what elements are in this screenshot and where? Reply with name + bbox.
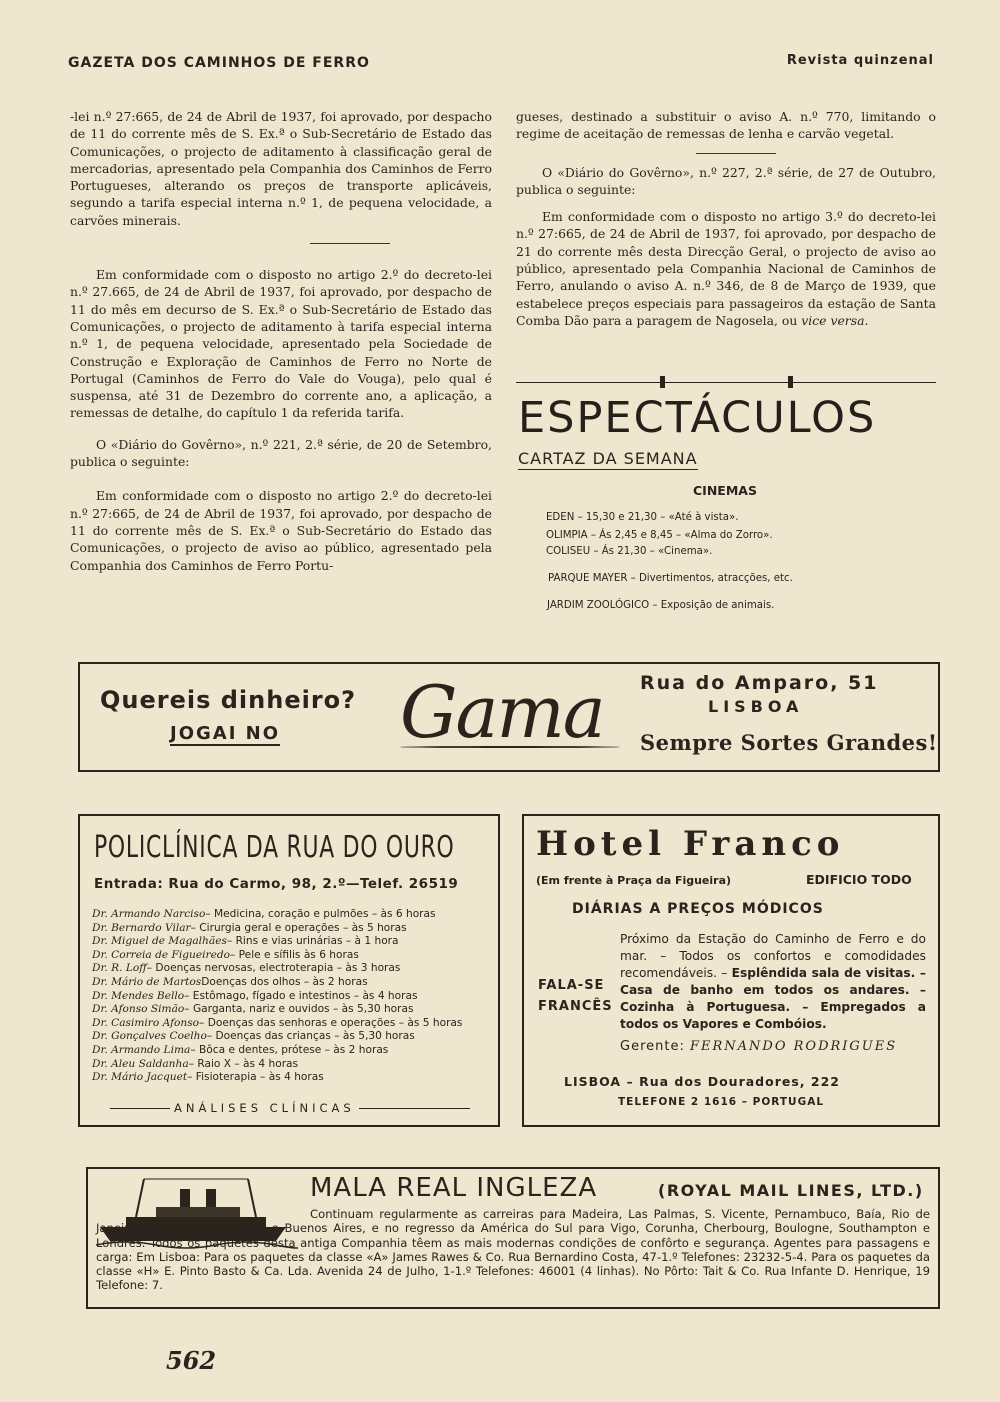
gama-slogan: Sempre Sortes Grandes! xyxy=(640,730,938,755)
doctor-name: Dr. Gonçalves Coelho xyxy=(92,1030,207,1043)
doctor-row xyxy=(92,990,492,1004)
gama-address: Rua do Amparo, 51 xyxy=(640,672,879,694)
doctor-specialty: – Doenças das senhoras e operações – às 5 horas xyxy=(199,1016,463,1029)
hotel-frances: FRANCÊS xyxy=(538,999,613,1014)
doctor-name: Dr. Bernardo Vilar xyxy=(92,921,191,934)
hotel-phone: TELEFONE 2 1616 – PORTUGAL xyxy=(618,1096,825,1108)
hotel-rates: DIÁRIAS A PREÇOS MÓDICOS xyxy=(572,901,824,917)
venue-listing: JARDIM ZOOLÓGICO – Exposição de animais. xyxy=(547,600,775,611)
doctor-row xyxy=(92,976,492,990)
doctor-row xyxy=(92,1044,492,1058)
doctor-row xyxy=(92,1058,492,1072)
hotel-fala: FALA-SE xyxy=(538,978,605,993)
ornament-rule xyxy=(516,382,936,383)
doctor-row xyxy=(92,1030,492,1044)
mala-real-advertisement xyxy=(86,1167,940,1309)
article-paragraph: gueses, destinado a substituir o aviso A. n.º 770, limitando o regime de aceitação de remessas de lenha e carvão vegetal. xyxy=(516,109,936,142)
cinemas-heading: CINEMAS xyxy=(693,483,757,498)
doctor-specialty: – Medicina, coração e pulmões – às 6 horas xyxy=(205,908,436,920)
article-paragraph: Em conformidade com o disposto no artigo 2.º do decreto-lei n.º 27.665, de 24 de Abril de 1937, foi aprovado, por despacho de 11 do mês em decurso de S. Ex.ª o Sub-Secretário de Estado das Comunicações, o projecto de aditamento à tarifa especial interna n.º 1, de pequena velocidade, apresentado pela Sociedade de Construção e Exploração de Caminhos de Ferro no Norte de Portugal (Caminhos de Ferro do Vale do Vouga), pelo qual é suspensa, até 31 de Dezembro do corrente ano, a aplicação, a remessas de detalhe, do capítulo 1 da referida tarifa. xyxy=(70,267,492,421)
doctor-name: Dr. Afonso Simão xyxy=(92,1003,185,1016)
hotel-location: (Em frente à Praça da Figueira) xyxy=(536,874,732,887)
espectaculos-subtitle: CARTAZ DA SEMANA xyxy=(518,449,698,468)
cinema-listing: OLIMPIA – Ás 2,45 e 8,45 – «Alma do Zorro». xyxy=(546,530,773,541)
article-paragraph: O «Diário do Govêrno», n.º 227, 2.ª série, de 27 de Outubro, publica o seguinte: xyxy=(516,164,936,197)
doctor-specialty: – Garganta, nariz e ouvidos – às 5,30 horas xyxy=(184,1003,414,1016)
doctor-list xyxy=(92,908,492,1085)
doctor-specialty: – Cirurgia geral e operações – às 5 horas xyxy=(190,921,407,934)
article-paragraph: Em conformidade com o disposto no artigo 3.º do decreto-lei n.º 27:665, de 24 de Abril de 1937, foi aprovado, por despacho de 21 do corrente mês desta Direcção Geral, o projecto de aviso ao público, apresentado pela Companhia Nacional de Caminhos de Ferro, anulando o aviso A. n.º 346, de 8 de Março de 1939, que estabelece preços especiais para passageiros da estação de Santa Comba Dão para a paragem de Nagosela, ou vice versa. xyxy=(516,209,936,328)
venue-listing: PARQUE MAYER – Divertimentos, atracções, etc. xyxy=(548,573,793,584)
article-paragraph: O «Diário do Govêrno», n.º 221, 2.ª série, de 20 de Setembro, publica o seguinte: xyxy=(70,436,492,470)
doctor-specialty: – Pele e sífilis às 6 horas xyxy=(230,948,359,961)
ornament-mark xyxy=(788,376,793,388)
doctor-specialty: – Rins e vias urinárias – à 1 hora xyxy=(226,935,399,948)
doctor-name: Dr. Correia de Figueiredo xyxy=(92,948,230,961)
journal-title: GAZETA DOS CAMINHOS DE FERRO xyxy=(68,55,370,71)
italic-phrase: vice versa. xyxy=(801,312,869,328)
policlinica-entrance: Entrada: Rua do Carmo, 98, 2.º—Telef. 26519 xyxy=(94,876,459,892)
policlinica-title: POLICLÍNICA DA RUA DO OURO xyxy=(94,830,455,865)
gama-logo: Gama xyxy=(400,670,604,754)
doctor-specialty: – Fisioterapia – às 4 horas xyxy=(187,1071,324,1084)
doctor-row xyxy=(92,1071,492,1085)
doctor-row xyxy=(92,908,492,922)
hotel-title: Hotel Franco xyxy=(536,824,845,864)
doctor-row xyxy=(92,949,492,963)
divider xyxy=(310,243,390,244)
espectaculos-title: ESPECTÁCULOS xyxy=(518,393,877,443)
doctor-name: Dr. Miguel de Magalhães xyxy=(92,935,227,948)
hotel-manager: Gerente: FERNANDO RODRIGUES xyxy=(620,1039,898,1054)
article-paragraph: -lei n.º 27:665, de 24 de Abril de 1937, foi aprovado, por despacho de 11 do corrente mês de S. Ex.ª o Sub-Secretário de Estado das Comunicações, o projecto de aditamento à classificação geral de mercadorias, apresentado pela Companhia dos Caminhos de Ferro Portugueses, alterando os preços de transporte aplicáveis, segundo a tarifa especial interna n.º 1, de pequena velocidade, a carvões minerais. xyxy=(70,109,492,228)
doctor-row xyxy=(92,1003,492,1017)
right-column xyxy=(516,108,936,329)
ornament-mark xyxy=(660,376,665,388)
doctor-specialty: – Doenças nervosas, electroterapia – às 3 horas xyxy=(146,962,401,975)
mala-body: Continuam regularmente as carreiras para Madeira, Las Palmas, S. Vicente, Pernambuco, Baía, Rio de Janeiro, Santos, Montevideo, e Buenos Aires, e no regresso da América do Sul para Vigo, Corunha, Cherbourg, Boulogne, Southampton e Londres. Todos os paquetes desta antiga Companhia têem as mais modernas condições de confôrto e segurança. Agentes para passagens e carga: Em Lisboa: Para os paquetes da classe «A» James Rawes & Co. Rua Bernardino Costa, 47-1.º Telefones: 23232-5-4. Para os paquetes da classe «H» E. Pinto Basto & Ca. Lda. Avenida 24 de Julho, 1-1.º Telefones: 46001 (4 linhas). No Pôrto: Tait & Co. Rua Infante D. Henrique, 19 Telefone: 7. xyxy=(96,1207,930,1293)
doctor-name: Dr. Mário Jacquet xyxy=(92,1071,188,1084)
gama-question: Quereis dinheiro? xyxy=(100,686,357,714)
doctor-name: Dr. Armando Narciso xyxy=(92,908,206,920)
doctor-name: Dr. Casimiro Afonso xyxy=(92,1016,200,1029)
doctor-name: Dr. Mário de Martos xyxy=(92,975,202,988)
mala-subtitle: (ROYAL MAIL LINES, LTD.) xyxy=(658,1181,924,1200)
doctor-row xyxy=(92,935,492,949)
hotel-amenities: Esplêndida sala de visitas. – Casa de banho em todos os andares. – Cozinha à Portuguesa. – Empregados a todos os Vapores e Combóios. xyxy=(620,966,926,1031)
mala-title: MALA REAL INGLEZA xyxy=(310,1173,598,1203)
doctor-specialty: Doenças dos olhos – às 2 horas xyxy=(201,975,368,988)
doctor-specialty: – Raio X – às 4 horas xyxy=(188,1057,299,1070)
divider xyxy=(696,153,776,154)
gama-advertisement xyxy=(78,662,940,772)
page-number: 562 xyxy=(166,1346,217,1375)
gama-logo-swash xyxy=(400,746,620,748)
doctor-name: Dr. Aleu Saldanha xyxy=(92,1057,189,1070)
doctor-name: Dr. Mendes Bello xyxy=(92,989,185,1002)
policlinica-advertisement xyxy=(78,814,500,1127)
doctor-name: Dr. Armando Lima xyxy=(92,1043,191,1056)
hotel-address: LISBOA – Rua dos Douradores, 222 xyxy=(564,1074,840,1089)
hotel-franco-advertisement xyxy=(522,814,940,1127)
gama-jogai: JOGAI NO xyxy=(170,723,281,744)
hotel-description: Próximo da Estação do Caminho de Ferro e do mar. – Todos os confortos e comodidades recomendáveis. – Esplêndida sala de visitas. – Casa de banho em todos os andares. – Cozinha à Portuguesa. – Empregados a todos os Vapores e Combóios. xyxy=(620,932,926,1031)
journal-subtitle: Revista quinzenal xyxy=(786,53,934,68)
doctor-row xyxy=(92,962,492,976)
cinema-listing: EDEN – 15,30 e 21,30 – «Até à vista». xyxy=(546,512,739,523)
article-paragraph: Em conformidade com o disposto no artigo 2.º do decreto-lei n.º 27:665, de 24 de Abril de 1937, foi aprovado, por despacho de 11 do corrente mês de S. Ex.ª o Sub-Secretário do Estado das Comunicações, o projecto de aviso ao público, agresentado pela Companhia dos Caminhos de Ferro Portu- xyxy=(70,488,492,573)
policlinica-footer: ANÁLISES CLÍNICAS xyxy=(170,1101,359,1115)
doctor-specialty: – Doenças das crianças – às 5,30 horas xyxy=(206,1030,415,1043)
doctor-specialty: – Estômago, fígado e intestinos – às 4 horas xyxy=(184,989,418,1002)
doctor-row xyxy=(92,922,492,936)
hotel-manager-name: FERNANDO RODRIGUES xyxy=(689,1039,898,1054)
hotel-building: EDIFICIO TODO xyxy=(806,872,912,887)
doctor-specialty: – Bôca e dentes, prótese – às 2 horas xyxy=(190,1043,389,1056)
doctor-row xyxy=(92,1017,492,1031)
cinema-listing: COLISEU – Ás 21,30 – «Cinema». xyxy=(546,546,713,557)
gama-city: LISBOA xyxy=(708,697,804,716)
left-column xyxy=(70,108,492,574)
doctor-name: Dr. R. Loff xyxy=(92,962,147,975)
